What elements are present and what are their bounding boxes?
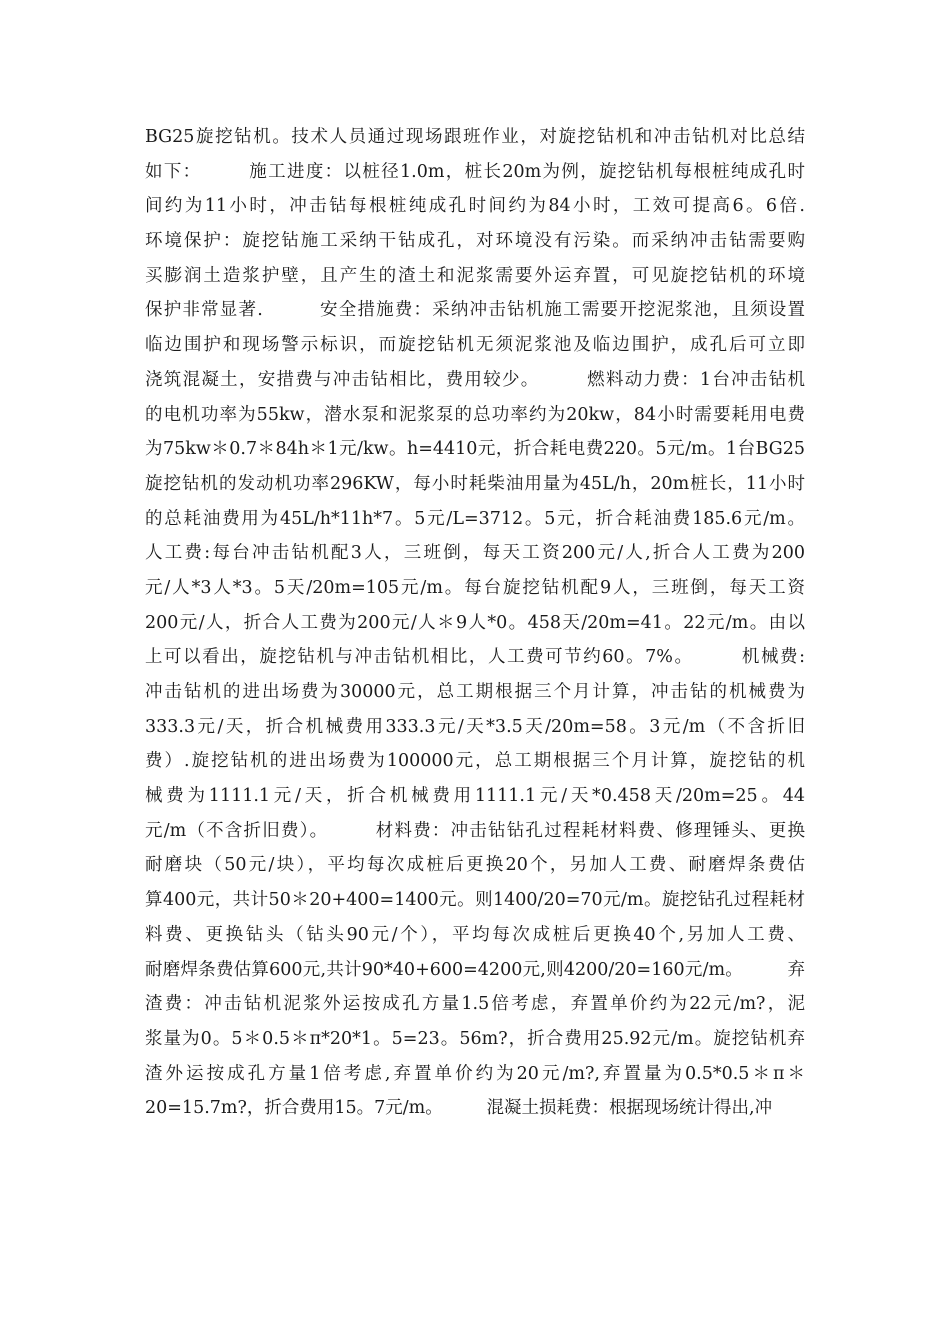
text-line: 买膨润土造浆护壁，且产生的渣土和泥浆需要外运弃置，可见旋挖钻机的环境 <box>145 265 805 286</box>
text-line: 的电机功率为55kw，潜水泵和泥浆泵的总功率约为20kw，84小时需要耗用电费 <box>145 404 805 425</box>
text-line: 算400元，共计50＊20+400=1400元。则1400/20=70元/m。旋挖钻孔过程耗材 <box>145 890 805 911</box>
text-line: 渣外运按成孔方量1倍考虑,弃置单价约为20元/m?,弃置量为0.5*0.5＊π＊ <box>145 1063 805 1084</box>
text-line: 渣费：冲击钻机泥浆外运按成孔方量1.5倍考虑，弃置单价约为22元/m?，泥 <box>145 994 805 1015</box>
text-line: 元/人*3人*3。5天/20m=105元/m。每台旋挖钻机配9人，三班倒，每天工资 <box>145 577 805 598</box>
text-line: 冲击钻机的进出场费为30000元，总工期根据三个月计算，冲击钻的机械费为 <box>145 682 805 702</box>
text-line: 耐磨焊条费估算600元,共计90*40+600=4200元,则4200/20=160元/m。 弃 <box>145 959 805 980</box>
text-line: 临边围护和现场警示标识，而旋挖钻机无须泥浆池及临边围护，成孔后可立即 <box>145 335 805 356</box>
text-line: 的总耗油费用为45L/h*11h*7。5元/L=3712。5元，折合耗油费185.6元/m。 <box>145 508 805 529</box>
text-line: 耐磨块（50元/块），平均每次成桩后更换20个，另加人工费、耐磨焊条费估 <box>145 855 805 876</box>
text-line: 费）.旋挖钻机的进出场费为100000元，总工期根据三个月计算，旋挖钻的机 <box>145 751 805 772</box>
text-line: 间约为11小时，冲击钻每根桩纯成孔时间约为84小时，工效可提高6。6倍. <box>145 196 805 217</box>
text-line: 333.3元/天，折合机械费用333.3元/天*3.5天/20m=58。3元/m（不含折旧 <box>145 716 805 737</box>
text-line: 环境保护：旋挖钻施工采纳干钻成孔，对环境没有污染。而采纳冲击钻需要购 <box>145 231 805 252</box>
text-line: 为75kw＊0.7＊84h＊1元/kw。h=4410元，折合耗电费220。5元/m。1台BG25 <box>145 439 805 460</box>
text-line: 元/m（不含折旧费）。 材料费：冲击钻钻孔过程耗材料费、修理锤头、更换 <box>145 820 805 841</box>
text-line: BG25旋挖钻机。技术人员通过现场跟班作业，对旋挖钻机和冲击钻机对比总结 <box>145 127 805 147</box>
text-line: 如下： 施工进度：以桩径1.0m，桩长20m为例，旋挖钻机每根桩纯成孔时 <box>145 161 805 182</box>
text-line: 200元/人，折合人工费为200元/人＊9人*0。458天/20m=41。22元/m。由以 <box>145 612 805 633</box>
text-line: 浇筑混凝土，安措费与冲击钻相比，费用较少。 燃料动力费：1台冲击钻机 <box>145 369 805 390</box>
text-line: 旋挖钻机的发动机功率296KW，每小时耗柴油用量为45L/h，20m桩长，11小时 <box>145 473 805 494</box>
text-line: 浆量为0。5＊0.5＊π*20*1。5=23。56m?，折合费用25.92元/m。旋挖钻机弃 <box>145 1028 805 1049</box>
text-line: 上可以看出，旋挖钻机与冲击钻机相比，人工费可节约60。7%。 机械费: <box>145 647 805 668</box>
text-line: 保护非常显著. 安全措施费：采纳冲击钻机施工需要开挖泥浆池，且须设置 <box>145 300 805 321</box>
document-body <box>145 120 805 1126</box>
text-line: 20=15.7m?，折合费用15。7元/m。 混凝土损耗费：根据现场统计得出,冲 <box>145 1098 773 1119</box>
text-line: 料费、更换钻头（钻头90元/个），平均每次成桩后更换40个,另加人工费、 <box>145 924 805 945</box>
text-line: 械费为1111.1元/天，折合机械费用1111.1元/天*0.458天/20m=25。44 <box>145 786 805 807</box>
text-line: 人工费:每台冲击钻机配3人，三班倒，每天工资200元/人,折合人工费为200 <box>145 543 805 564</box>
